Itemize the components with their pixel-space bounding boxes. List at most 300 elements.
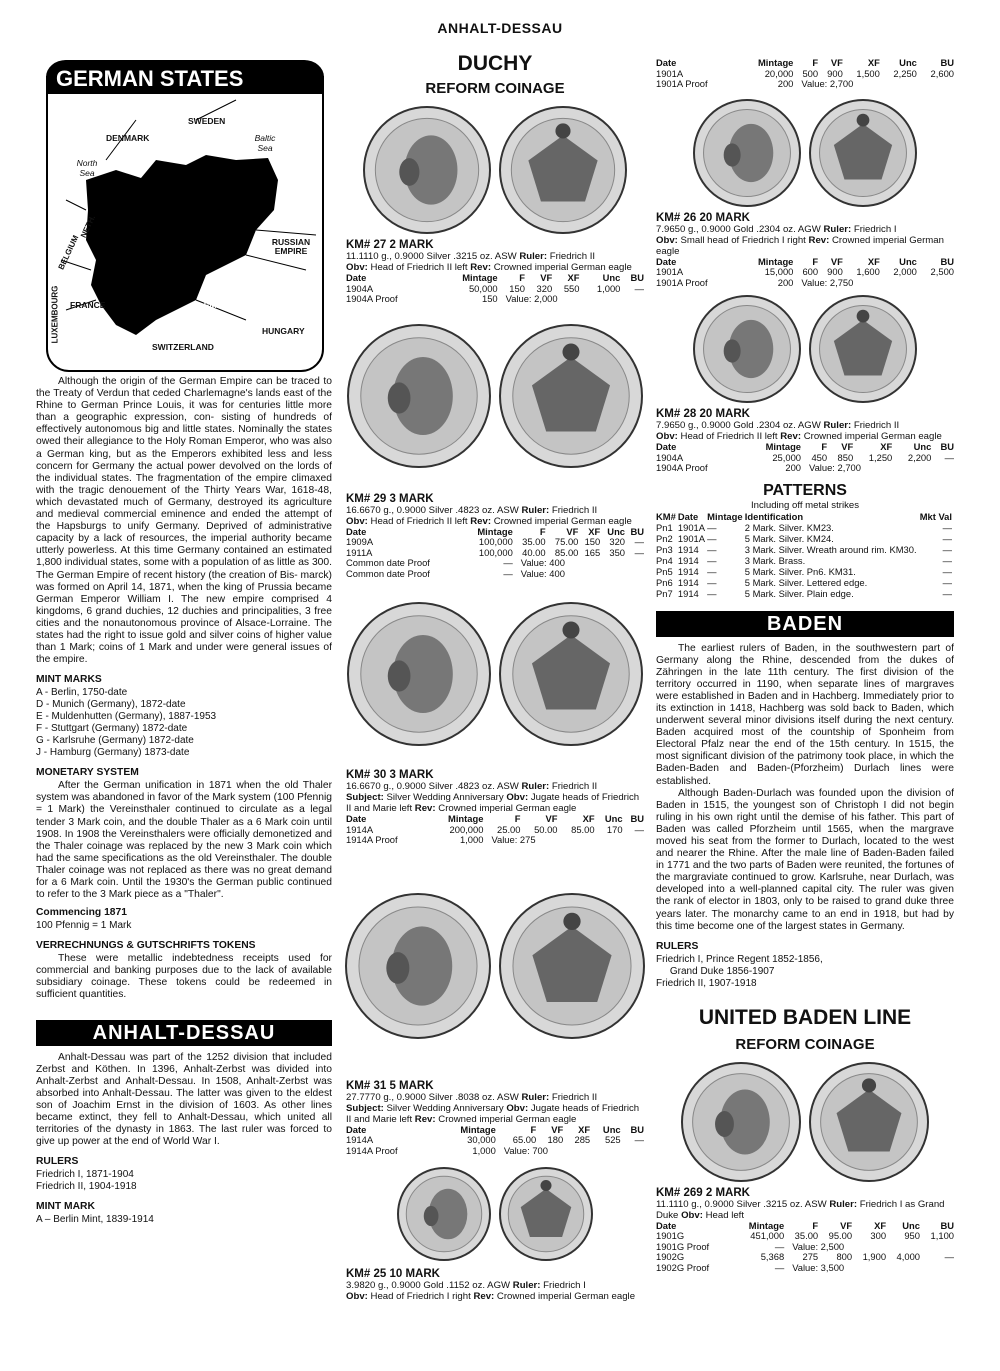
price-cell: 85.00 [554,546,579,558]
spec-label: Rev: [470,262,492,273]
price-col-header: BU [630,272,644,283]
price-col-header: VF [841,441,854,452]
price-cell: 2,000 [893,266,917,277]
price-col-header: Mintage [748,1219,785,1231]
price-col-header: XF [588,525,601,537]
price-col-header: Mintage [462,272,498,283]
price-cell: 525 [604,1134,621,1145]
price-cell: 1,000 [596,282,621,294]
price-cell: 275 [802,1251,819,1263]
coin-entry [656,408,954,474]
pattern-cell: — [942,521,952,533]
coin-obverse-image [344,856,492,1076]
patterns-col-header: Identification [744,510,804,522]
baden-text-2: Although Baden-Durlach was founded upon the division of Baden in 1515, the youngest son of Christoph I did not begin ruling in his own right until the demise of his father. This part of Baden was called Pforzheim until 1565, when the margrave moved his seat from the former to Durlach, located to the west and nearer the Rhine. After the male line of Baden-Baden failed in 1771 and the two parts of Baden were reunited, the fortunes of the margraviate continued to grow. Karlsruhe, near Durlach, was developed into a well-planned capital city. The ruler was given the rank of elector in 1803, only to be raised to grand duke three years later. The monarchy came to an end in 1918, but had by this time become one of the largest states in Germany. [656,787,954,932]
page-header: ANHALT-DESSAU [437,20,563,36]
anhalt-ruler: Friedrich II, 1904-1918 [36,1181,137,1193]
pattern-cell: 5 Mark. Silver. Pn6. KM31. [744,565,856,577]
price-cell: 1904A Proof [346,293,398,304]
coin-images-km27 [346,105,644,237]
price-col-header: Mintage [460,1123,496,1135]
spec-ruler-label: Ruler: [823,420,852,431]
spec-value: Jugate heads of Friedrich II and Marie left [346,792,640,814]
patterns-title: PATTERNS [763,481,847,499]
price-row [656,463,954,474]
coin-reverse-image [498,856,646,1076]
price-col-header: Unc [899,255,917,267]
pattern-cell: — [942,554,952,566]
price-cell: 1901A Proof [656,276,708,288]
price-cell: 50,000 [468,282,498,294]
pattern-cell: Pn7 [656,587,673,599]
price-col-header: BU [630,813,644,824]
pattern-cell: — [707,565,717,577]
anhalt-rulers-heading: RULERS [36,1156,79,1168]
spec-ruler-label: Ruler: [519,251,548,262]
pattern-row [656,522,954,533]
coin-spec [346,1280,644,1302]
coin-obverse-image [692,98,802,208]
price-cell: 50.00 [534,823,558,835]
price-cell: Value: 275 [491,834,536,845]
price-col-header: XF [567,272,580,283]
pattern-cell: 5 Mark. Silver. KM24. [744,532,834,544]
price-cell: 1901A [656,266,684,277]
price-cell: Value: 2,000 [505,293,558,304]
km269-title: KM# 269 2 MARK [656,1186,750,1199]
price-col-header: Mintage [448,813,484,824]
price-cell: 450 [811,451,828,463]
spec-weight: 27.7770 g., 0.9000 Silver .8038 oz. ASW [346,1091,519,1103]
price-col-header: BU [630,1123,644,1135]
spec-label: Rev: [414,1113,436,1125]
price-cell: 2,250 [893,67,917,79]
ubl-title: UNITED BADEN LINE [698,1005,912,1029]
spec-label: Obv: [506,792,529,803]
price-cell: 1902G Proof [656,1261,710,1273]
price-col-header: VF [830,255,843,267]
coin-reverse-image [498,105,628,235]
spec-ruler: Friedrich I [543,1280,586,1291]
price-col-header: Unc [913,441,932,452]
price-cell: 320 [536,282,553,294]
baden-banner: BADEN [656,611,954,637]
spec-label: Rev: [473,1291,495,1302]
price-cell: 1914A [346,1134,374,1145]
coin-images-km29 [346,311,644,491]
price-cell: 35.00 [794,1230,819,1242]
pattern-cell: — [942,576,952,588]
price-cell: 180 [547,1134,564,1145]
pattern-cell: 5 Mark. Silver. Plain edge. [744,587,854,599]
price-row [346,537,644,548]
price-cell: 1,900 [862,1251,887,1263]
spec-ruler: Friedrich II [551,1091,598,1103]
coin-reverse-image [808,294,918,404]
anhalt-ruler: Friedrich I, 1871-1904 [36,1169,134,1181]
price-col-header: Date [656,441,677,452]
mint-mark-item: D - Munich (Germany), 1872-date [36,699,186,711]
price-cell: 2,200 [907,451,932,463]
price-cell: — [944,1251,954,1263]
patterns-col-header: KM# [656,510,676,522]
km25-price-table [656,58,954,90]
price-cell: 75.00 [554,536,579,547]
pattern-cell: — [942,587,952,599]
price-cell: 2,500 [930,266,954,277]
price-cell: 950 [904,1230,920,1242]
spec-ruler: Friedrich II [853,420,900,431]
coin-spec [656,420,954,442]
price-table [656,257,954,289]
coin-reverse-image [808,1061,930,1183]
price-cell: — [634,823,644,835]
price-cell: 1904A [346,282,374,294]
spec-value: Crowned imperial German eagle [438,1113,577,1125]
price-table [656,442,954,474]
patterns-col-header: Mintage [707,510,743,522]
price-col-header: BU [940,57,954,68]
price-cell: 1914A Proof [346,834,398,845]
price-table [346,527,644,580]
price-cell: 1914A Proof [346,1144,398,1156]
pattern-cell: 1914 [677,576,699,588]
spec-ruler: Friedrich II [551,781,598,792]
price-col-header: Unc [604,813,623,824]
price-cell: 451,000 [750,1230,785,1242]
price-cell: Value: 2,500 [792,1240,845,1252]
spec-ruler: Friedrich I as Grand Duke [656,1198,945,1221]
price-col-header: F [812,57,819,68]
pattern-cell: 3 Mark. Brass. [744,554,806,566]
price-cell: Value: 2,700 [801,78,854,89]
coin-images-km269 [656,1061,954,1183]
tokens-heading: VERRECHNUNGS & GUTSCHRIFTS TOKENS [36,940,256,952]
price-cell: 1,100 [930,1230,954,1242]
spec-value: Crowned imperial German eagle [803,431,942,442]
baden-ruler: Friedrich I, Prince Regent 1852-1856, [656,953,823,965]
price-col-header: Date [346,525,367,537]
patterns-col-header: Mkt Val [919,510,952,522]
map-label-belgium: BELGIUM [56,233,81,272]
price-cell: 150 [481,293,498,304]
price-cell: 165 [584,546,601,558]
pattern-cell: Pn2 [656,532,673,544]
price-cell: 300 [870,1230,887,1242]
price-cell: 95.00 [828,1230,853,1242]
price-table [346,273,644,305]
spec-label: Obv: [346,1291,368,1302]
map-label-austria: AUSTRIAN EMPIRE [198,291,242,310]
pattern-cell: 1914 [677,543,699,555]
coin-images-km26 [656,98,954,210]
price-cell: 200 [785,462,802,473]
spec-label: Subject: [346,792,384,803]
pattern-cell: — [707,587,717,599]
anhalt-text: Anhalt-Dessau was part of the 1252 division that included Zerbst and Köthen. In 1396, Anhalt-Zerbst was divided into Anhalt-Zerbst and Anhalt-Dessau. In 1508, Anhalt-Zerbst was absorbed into Anhalt-Dessau. The latter was given to the eldest son of Joachim Ernst in the division of 1603. As other lines became extinct, they fell to Anhalt-Dessau, which united all territories of the dynasty in 1863. The last ruler was forced to give up power at the end of World War I. [36,1051,332,1148]
price-cell: 550 [563,282,580,294]
spec-value: Crowned imperial German eagle [496,1291,636,1302]
mint-mark-item: J - Hamburg (Germany) 1873-date [36,747,190,759]
price-row [656,79,954,90]
price-cell: 1909A [346,536,374,547]
price-cell: 100,000 [478,536,513,547]
baden-text: The earliest rulers of Baden, in the southwestern part of Germany along the Rhine, descended from the dukes of Zähringen in the late 11th century. The first division of the territory occurred in 1190, when separate lines of margraves were established in Baden and in Hachberg. Immediately prior to its extinction in 1418, Hachberg was sold back to Baden, which underwent several minor divisions itself during the next century. Baden acquired most of the countship of Sponheim from Electoral Pfalz near the end of the 15th century. In 1515, the most significant division of the patrimony took place, in which the Baden-Baden and Baden-(Pforzheim) Durlach lines were established. [656,642,954,787]
monetary-text: After the German unification in 1871 when the old Thaler system was abandoned in favor of the Mark system (100 Pfennig = 1 Mark) the Vereinsthaler continued to circulate as a legal tender 3 Mark coin, and the double Thaler as a 6 Mark coin until 1908. In 1908 the Vereinsthalers were officially demonetized and the Thaler coinage was replaced by the new 3 Mark coin which had the same specifications as the old Vereinsthaler. The double Thaler coinage was not replaced as there was no great demand for a 6 Mark coin. Until the 1930's the German public continued to refer to the 3 Mark piece as a "Thaler". [36,780,332,901]
price-table [346,814,644,846]
coin-obverse-image [396,1166,492,1262]
pattern-row [656,577,954,588]
baden-rulers-heading: RULERS [656,940,699,952]
price-col-header: Unc [899,57,917,68]
duchy-subtitle: REFORM COINAGE [425,80,565,97]
map-label-denmark: DENMARK [106,133,150,143]
mint-mark-item: F - Stuttgart (Germany) 1872-date [36,723,188,735]
patterns-col-header: Date [677,510,699,522]
price-col-header: Date [346,1123,367,1135]
coin-entry [346,769,644,846]
spec-label: Obv: [506,1102,529,1114]
coin-title: KM# 28 20 MARK [656,408,750,420]
price-cell: 900 [827,67,843,79]
price-cell: 850 [837,451,854,463]
price-cell: 1,500 [856,67,880,79]
price-cell: 100,000 [478,546,513,558]
price-row [656,278,954,289]
price-cell: — [503,557,513,568]
price-col-header: Mintage [757,255,794,267]
price-cell: 285 [574,1134,591,1145]
column-1 [36,376,332,1226]
pattern-cell: 1914 [677,565,699,577]
price-cell: 40.00 [522,546,546,558]
price-row [346,835,644,846]
ubl-subtitle: REFORM COINAGE [735,1035,875,1053]
price-col-header: Unc [607,525,626,537]
pattern-cell: Pn6 [656,576,673,588]
price-cell: 15,000 [764,266,794,277]
price-cell: 800 [836,1251,853,1263]
price-cell: 25,000 [772,451,802,463]
coin-reverse-image [808,98,918,208]
price-cell: Value: 400 [520,567,565,579]
price-cell: 1901A Proof [656,78,708,89]
spec-label: Rev: [414,803,436,814]
price-cell: 5,368 [760,1251,785,1263]
spec-value: Head of Friedrich II left [370,262,468,273]
map-label-luxembourg: LUXEMBOURG [50,285,60,344]
price-col-header: VF [840,1219,853,1231]
price-cell: 1901G Proof [656,1240,710,1252]
price-col-header: Date [346,272,367,283]
price-cell: 320 [609,536,626,547]
spec-obv: Head left [705,1209,745,1221]
coin-obverse-image [346,311,492,481]
price-col-header: Mintage [477,525,513,537]
map-label-hungary: HUNGARY [262,326,305,336]
spec-value: Head of Friedrich I right [370,1291,471,1302]
mint-mark-item: E - Muldenhutten (Germany), 1887-1953 [36,711,217,723]
map-label-neth: NETH. [78,213,98,240]
spec-value: Head of Friedrich II left [680,431,778,442]
spec-ruler-label: Ruler: [512,1280,541,1291]
price-cell: 1904A [656,451,684,463]
commencing-heading: Commencing 1871 [36,907,127,919]
coin-title: KM# 29 3 MARK [346,492,434,505]
km269-price-table [656,1221,954,1274]
price-cell: Value: 3,500 [792,1261,845,1273]
pattern-row [656,566,954,577]
price-cell: — [774,1240,785,1252]
pattern-cell: — [707,521,717,533]
pfennig-text: 100 Pfennig = 1 Mark [36,920,132,932]
spec-ruler: Friedrich II [551,504,598,516]
price-col-header: F [539,525,546,537]
spec-label: Obv: [346,262,368,273]
map-label-baltic: Baltic Sea [254,133,276,153]
coin-entry [346,239,644,305]
coin-obverse-image [692,294,802,404]
coin-spec [346,505,644,527]
mint-mark-item: G - Karlsruhe (Germany) 1872-date [36,735,194,747]
price-cell: — [634,1134,644,1145]
spec-weight: 11.1110 g., 0.9000 Silver .3215 oz. ASW [346,251,517,262]
price-cell: 1,000 [472,1144,496,1156]
spec-ruler-label: Ruler: [823,223,852,235]
price-cell: — [944,451,954,463]
price-col-header: VF [551,1123,564,1135]
price-col-header: F [812,1219,819,1231]
price-col-header: Mintage [765,441,802,452]
pattern-cell: 1901A [677,532,706,544]
coin-reverse-image [498,311,644,481]
spec-value: Head of Friedrich II left [370,515,468,527]
pattern-row [656,555,954,566]
coin-spec [346,1092,644,1125]
patterns-subtitle: Including off metal strikes [750,499,860,511]
price-cell: 170 [606,823,623,835]
price-cell: 35.00 [522,536,546,547]
pattern-row [656,533,954,544]
pattern-cell: 3 Mark. Silver. Wreath around rim. KM30. [744,543,917,555]
coin-title: KM# 25 10 MARK [346,1268,440,1280]
coin-reverse-image [498,589,644,759]
german-states-map [46,60,324,372]
price-cell: Value: 2,700 [809,462,861,473]
duchy-title: DUCHY [457,52,533,75]
price-cell: 1,250 [868,451,893,463]
pattern-cell: Pn1 [656,521,673,533]
spec-ruler-label: Ruler: [521,504,550,516]
price-cell: — [634,282,644,294]
coin-images-km30 [346,589,644,767]
baden-ruler: Friedrich II, 1907-1918 [656,977,757,989]
price-col-header: Unc [602,1123,621,1135]
price-cell: 2,600 [930,67,954,79]
spec-value: Crowned imperial German eagle [656,234,944,257]
price-col-header: F [519,272,525,283]
pattern-row [656,588,954,599]
spec-label: Rev: [470,515,492,527]
pattern-cell: — [707,576,717,588]
mint-marks-heading: MINT MARKS [36,674,102,686]
price-col-header: F [530,1123,537,1135]
coin-entry [346,493,644,580]
price-col-header: BU [940,255,954,267]
coin-images-km25 [346,1166,644,1266]
price-cell: 30,000 [467,1134,496,1145]
price-row [346,558,644,569]
spec-value: Crowned imperial German eagle [493,262,632,273]
price-col-header: Date [346,813,367,824]
pattern-cell: Pn4 [656,554,673,566]
spec-value: Crowned imperial German eagle [493,515,632,527]
pattern-cell: 1901A [677,521,706,533]
price-col-header: Date [656,255,677,267]
price-row [346,569,644,580]
price-row [656,1263,954,1274]
spec-value: Crowned imperial German eagle [438,803,577,814]
pattern-cell: Pn3 [656,543,673,555]
pattern-cell: — [942,532,952,544]
price-col-header: Unc [902,1219,920,1231]
monetary-heading: MONETARY SYSTEM [36,767,139,779]
anhalt-mint: A – Berlin Mint, 1839-1914 [36,1214,154,1226]
price-col-header: VF [566,525,579,537]
price-cell: 200 [777,276,794,288]
spec-label: Obv: [656,234,678,246]
price-cell: 1901A [656,67,684,79]
spec-weight: 16.6670 g., 0.9000 Silver .4823 oz. ASW [346,781,519,792]
spec-ruler-label: Ruler: [521,781,550,792]
price-col-header: BU [940,1219,954,1231]
column-2 [346,52,644,1302]
baden-ruler: Grand Duke 1856-1907 [656,965,775,977]
price-cell: 1,000 [459,834,484,845]
pattern-cell: — [707,532,717,544]
map-label-north-sea: North Sea [76,158,98,178]
price-cell: Value: 700 [503,1144,548,1156]
coin-images-km31 [346,856,644,1078]
coin-entry [346,1268,644,1302]
spec-value: Silver Wedding Anniversary [386,1102,504,1114]
price-cell: 1,600 [856,266,880,277]
coin-reverse-image [498,1166,594,1262]
price-cell: 25.00 [497,823,521,835]
spec-obv-label: Obv: [681,1209,703,1221]
pattern-cell: 2 Mark. Silver. KM23. [744,521,834,533]
price-cell: 1904A Proof [656,462,708,473]
price-col-header: BU [630,525,644,537]
price-cell: 500 [802,67,819,79]
price-cell: 200,000 [449,823,484,835]
spec-weight: 11.1110 g., 0.9000 Silver .3215 oz. ASW [656,1198,827,1210]
price-row [346,294,644,305]
pattern-cell: 1914 [677,587,699,599]
patterns-table [656,511,954,599]
pattern-cell: — [707,554,717,566]
price-cell: 200 [777,78,794,89]
price-cell: Value: 2,750 [801,276,854,288]
price-cell: Value: 400 [520,557,565,568]
price-cell: 1911A [346,546,373,558]
price-cell: Common date Proof [346,557,430,568]
price-cell: 20,000 [764,67,794,79]
coin-title: KM# 30 3 MARK [346,769,434,781]
price-cell: — [503,567,513,579]
price-col-header: XF [582,813,595,824]
coin-spec [656,224,954,257]
